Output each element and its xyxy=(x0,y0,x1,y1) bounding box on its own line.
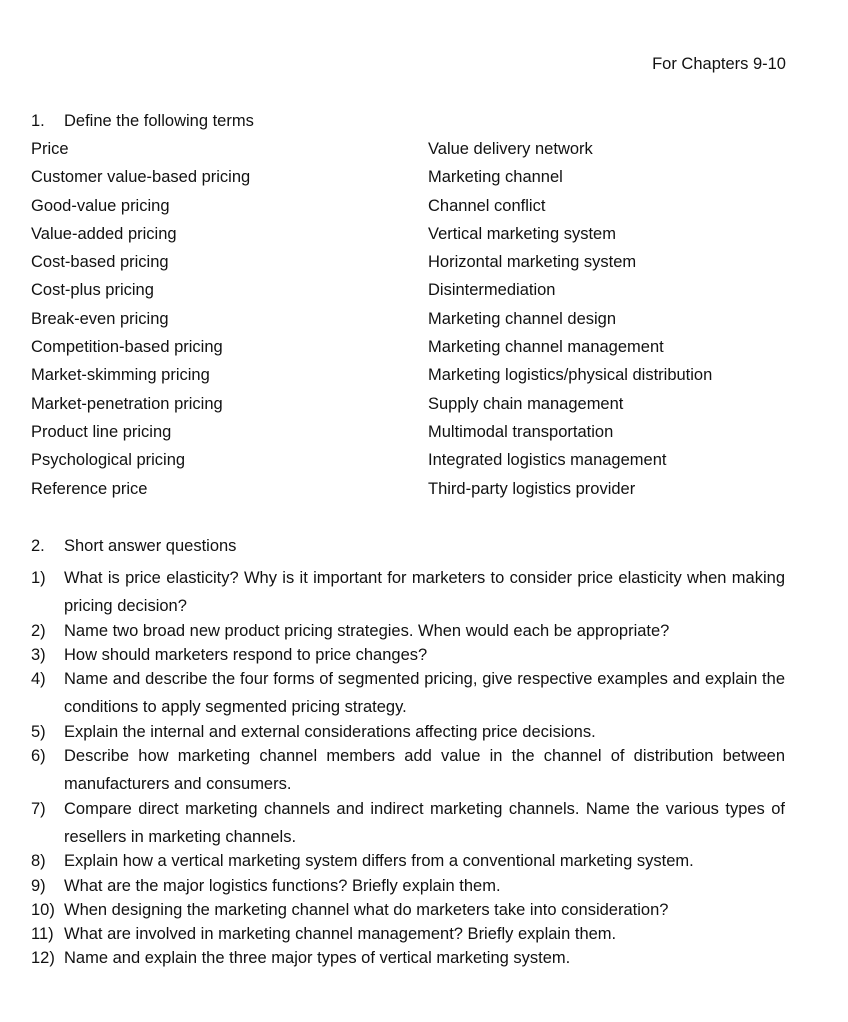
question-text: When designing the marketing channel what do marketers take into consideration? xyxy=(64,900,669,919)
question-number: 8) xyxy=(31,852,46,871)
question-item xyxy=(31,742,785,799)
term-item: Break-even pricing xyxy=(31,309,169,328)
term-item: Third-party logistics provider xyxy=(428,479,636,498)
term-item: Supply chain management xyxy=(428,394,624,413)
term-item: Marketing channel xyxy=(428,168,563,187)
question-text: Explain how a vertical marketing system differs from a conventional marketing system. xyxy=(64,852,694,871)
term-item: Marketing channel management xyxy=(428,338,664,357)
question-number: 1) xyxy=(31,569,46,587)
term-item: Market-skimming pricing xyxy=(31,366,210,385)
term-item: Channel conflict xyxy=(428,196,546,215)
question-number: 10) xyxy=(31,900,55,919)
terms-right-column xyxy=(428,139,712,507)
question-number: 2) xyxy=(31,621,46,640)
term-item: Good-value pricing xyxy=(31,196,170,215)
term-item: Horizontal marketing system xyxy=(428,253,637,272)
question-item xyxy=(31,564,785,621)
question-number: 12) xyxy=(31,949,55,968)
question-number: 11) xyxy=(31,925,54,944)
question-list xyxy=(31,564,785,973)
question-number: 6) xyxy=(31,747,46,766)
term-item: Cost-plus pricing xyxy=(31,281,154,300)
term-item: Product line pricing xyxy=(31,422,172,441)
question-item xyxy=(31,795,785,852)
question-text: What is price elasticity? Why is it important for marketers to consider price elasticity when making pricing decision? xyxy=(64,569,785,616)
section-1-number: 1. xyxy=(31,112,45,130)
term-item: Integrated logistics management xyxy=(428,451,667,470)
term-item: Cost-based pricing xyxy=(31,253,169,272)
question-text: How should marketers respond to price changes? xyxy=(64,645,428,664)
term-item: Competition-based pricing xyxy=(31,338,223,357)
term-item: Marketing channel design xyxy=(428,309,617,328)
term-item: Multimodal transportation xyxy=(428,422,614,441)
section-2-title: Short answer questions xyxy=(64,537,237,555)
question-number: 9) xyxy=(31,876,46,895)
question-text: Name and explain the three major types of vertical marketing system. xyxy=(64,949,571,968)
term-item: Customer value-based pricing xyxy=(31,168,251,187)
question-number: 3) xyxy=(31,645,46,664)
question-number: 7) xyxy=(31,799,46,818)
term-item: Price xyxy=(31,140,69,158)
question-number: 5) xyxy=(31,722,46,741)
question-item xyxy=(31,665,785,722)
term-item: Value-added pricing xyxy=(31,224,177,243)
term-item: Reference price xyxy=(31,479,148,498)
term-item: Vertical marketing system xyxy=(428,224,616,243)
question-text: What are involved in marketing channel management? Briefly explain them. xyxy=(64,925,617,944)
term-item: Value delivery network xyxy=(428,140,593,158)
question-text: What are the major logistics functions? Briefly explain them. xyxy=(64,876,501,895)
question-number: 4) xyxy=(31,670,46,689)
question-item xyxy=(31,944,785,972)
section-1-title: Define the following terms xyxy=(64,112,254,130)
section-2-number: 2. xyxy=(31,537,45,555)
term-item: Psychological pricing xyxy=(31,451,186,470)
question-text: Describe how marketing channel members add value in the channel of distribution between manufacturers and consumers. xyxy=(64,747,785,794)
question-text: Name and describe the four forms of segmented pricing, give respective examples and explain the conditions to apply segmented pricing strategy. xyxy=(64,670,785,717)
terms-left-column xyxy=(31,139,250,507)
term-item: Marketing logistics/physical distribution xyxy=(428,366,713,385)
question-text: Explain the internal and external considerations affecting price decisions. xyxy=(64,722,596,741)
question-text: Name two broad new product pricing strategies. When would each be appropriate? xyxy=(64,621,670,640)
question-text: Compare direct marketing channels and indirect marketing channels. Name the various types of resellers in marketing channels. xyxy=(64,799,785,846)
term-item: Market-penetration pricing xyxy=(31,394,223,413)
section-2-heading xyxy=(31,536,236,556)
section-1-heading xyxy=(31,111,254,131)
term-item: Disintermediation xyxy=(428,281,556,300)
chapter-label: For Chapters 9-10 xyxy=(652,55,786,73)
